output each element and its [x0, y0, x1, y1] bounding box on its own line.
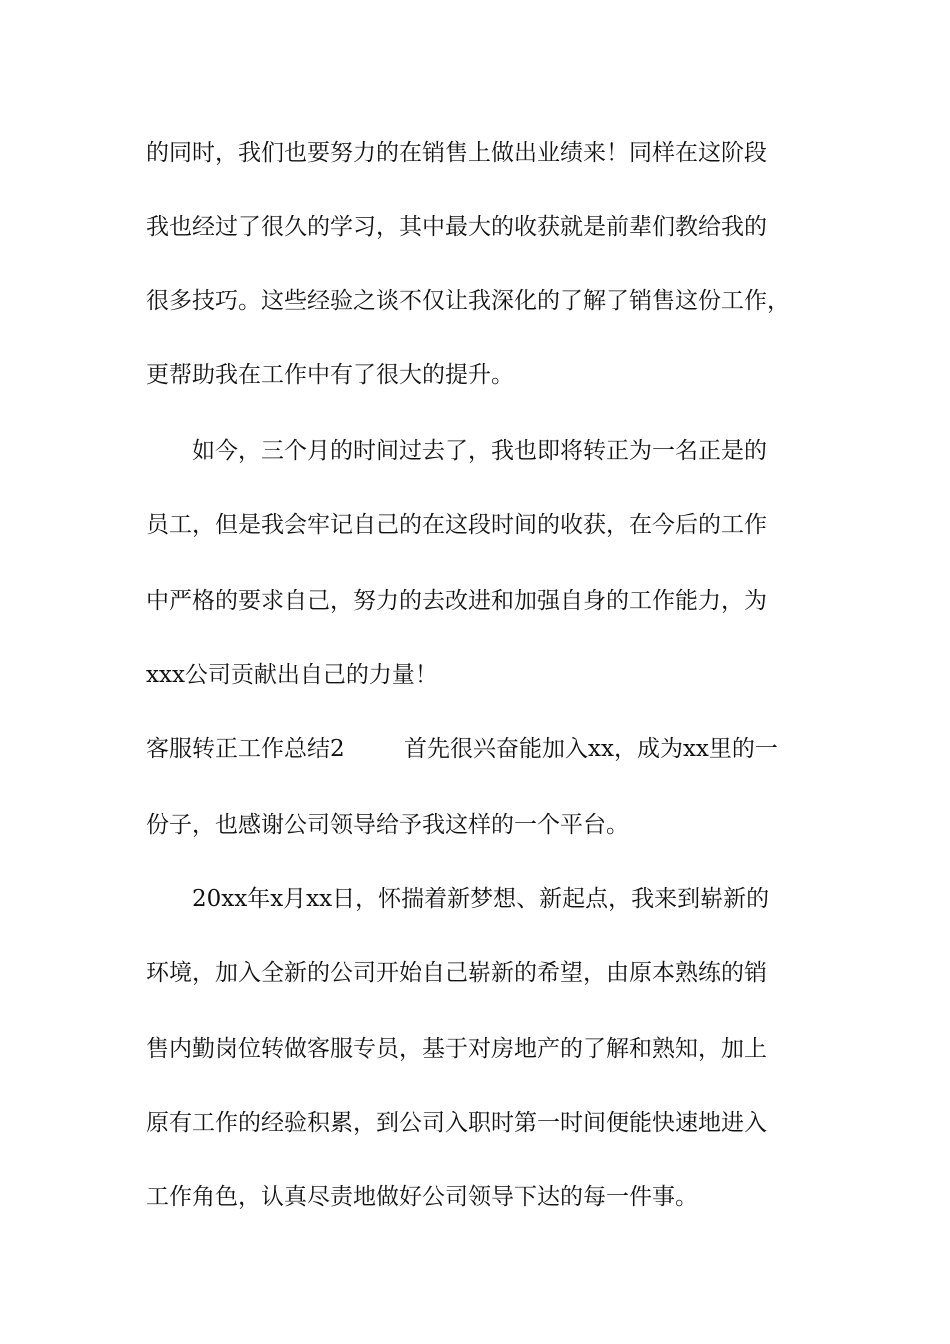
text-line: 20xx年x月xx日，怀揣着新梦想、新起点，我来到崭新的	[192, 886, 770, 912]
text-line: xxx公司贡献出自己的力量！	[146, 662, 438, 688]
text-line: 工作角色，认真尽责地做好公司领导下达的每一件事。	[146, 1184, 698, 1210]
text-line: 如今，三个月的时间过去了，我也即将转正为一名正是的	[192, 438, 767, 464]
text-line: 中严格的要求自己，努力的去改进和加强自身的工作能力，为	[146, 588, 767, 614]
text-line: 环境，加入全新的公司开始自己崭新的希望，由原本熟练的销	[146, 960, 767, 986]
text-line: 售内勤岗位转做客服专员，基于对房地产的了解和熟知，加上	[146, 1036, 767, 1062]
text-line: 的同时，我们也要努力的在销售上做出业绩来！同样在这阶段	[146, 140, 767, 166]
section-title: 客服转正工作总结2	[146, 736, 345, 762]
text-line: 份子，也感谢公司领导给予我这样的一个平台。	[146, 812, 629, 838]
text-line: 我也经过了很久的学习，其中最大的收获就是前辈们教给我的	[146, 214, 767, 240]
text-line: 很多技巧。这些经验之谈不仅让我深化的了解了销售这份工作，	[146, 288, 790, 314]
section-first-line: 首先很兴奋能加入xx，成为xx里的一	[404, 736, 778, 762]
section-heading-row	[146, 734, 836, 764]
text-line: 更帮助我在工作中有了很大的提升。	[146, 362, 514, 388]
text-line: 原有工作的经验积累，到公司入职时第一时间便能快速地进入	[146, 1110, 767, 1136]
text-line: 员工，但是我会牢记自己的在这段时间的收获，在今后的工作	[146, 512, 767, 538]
